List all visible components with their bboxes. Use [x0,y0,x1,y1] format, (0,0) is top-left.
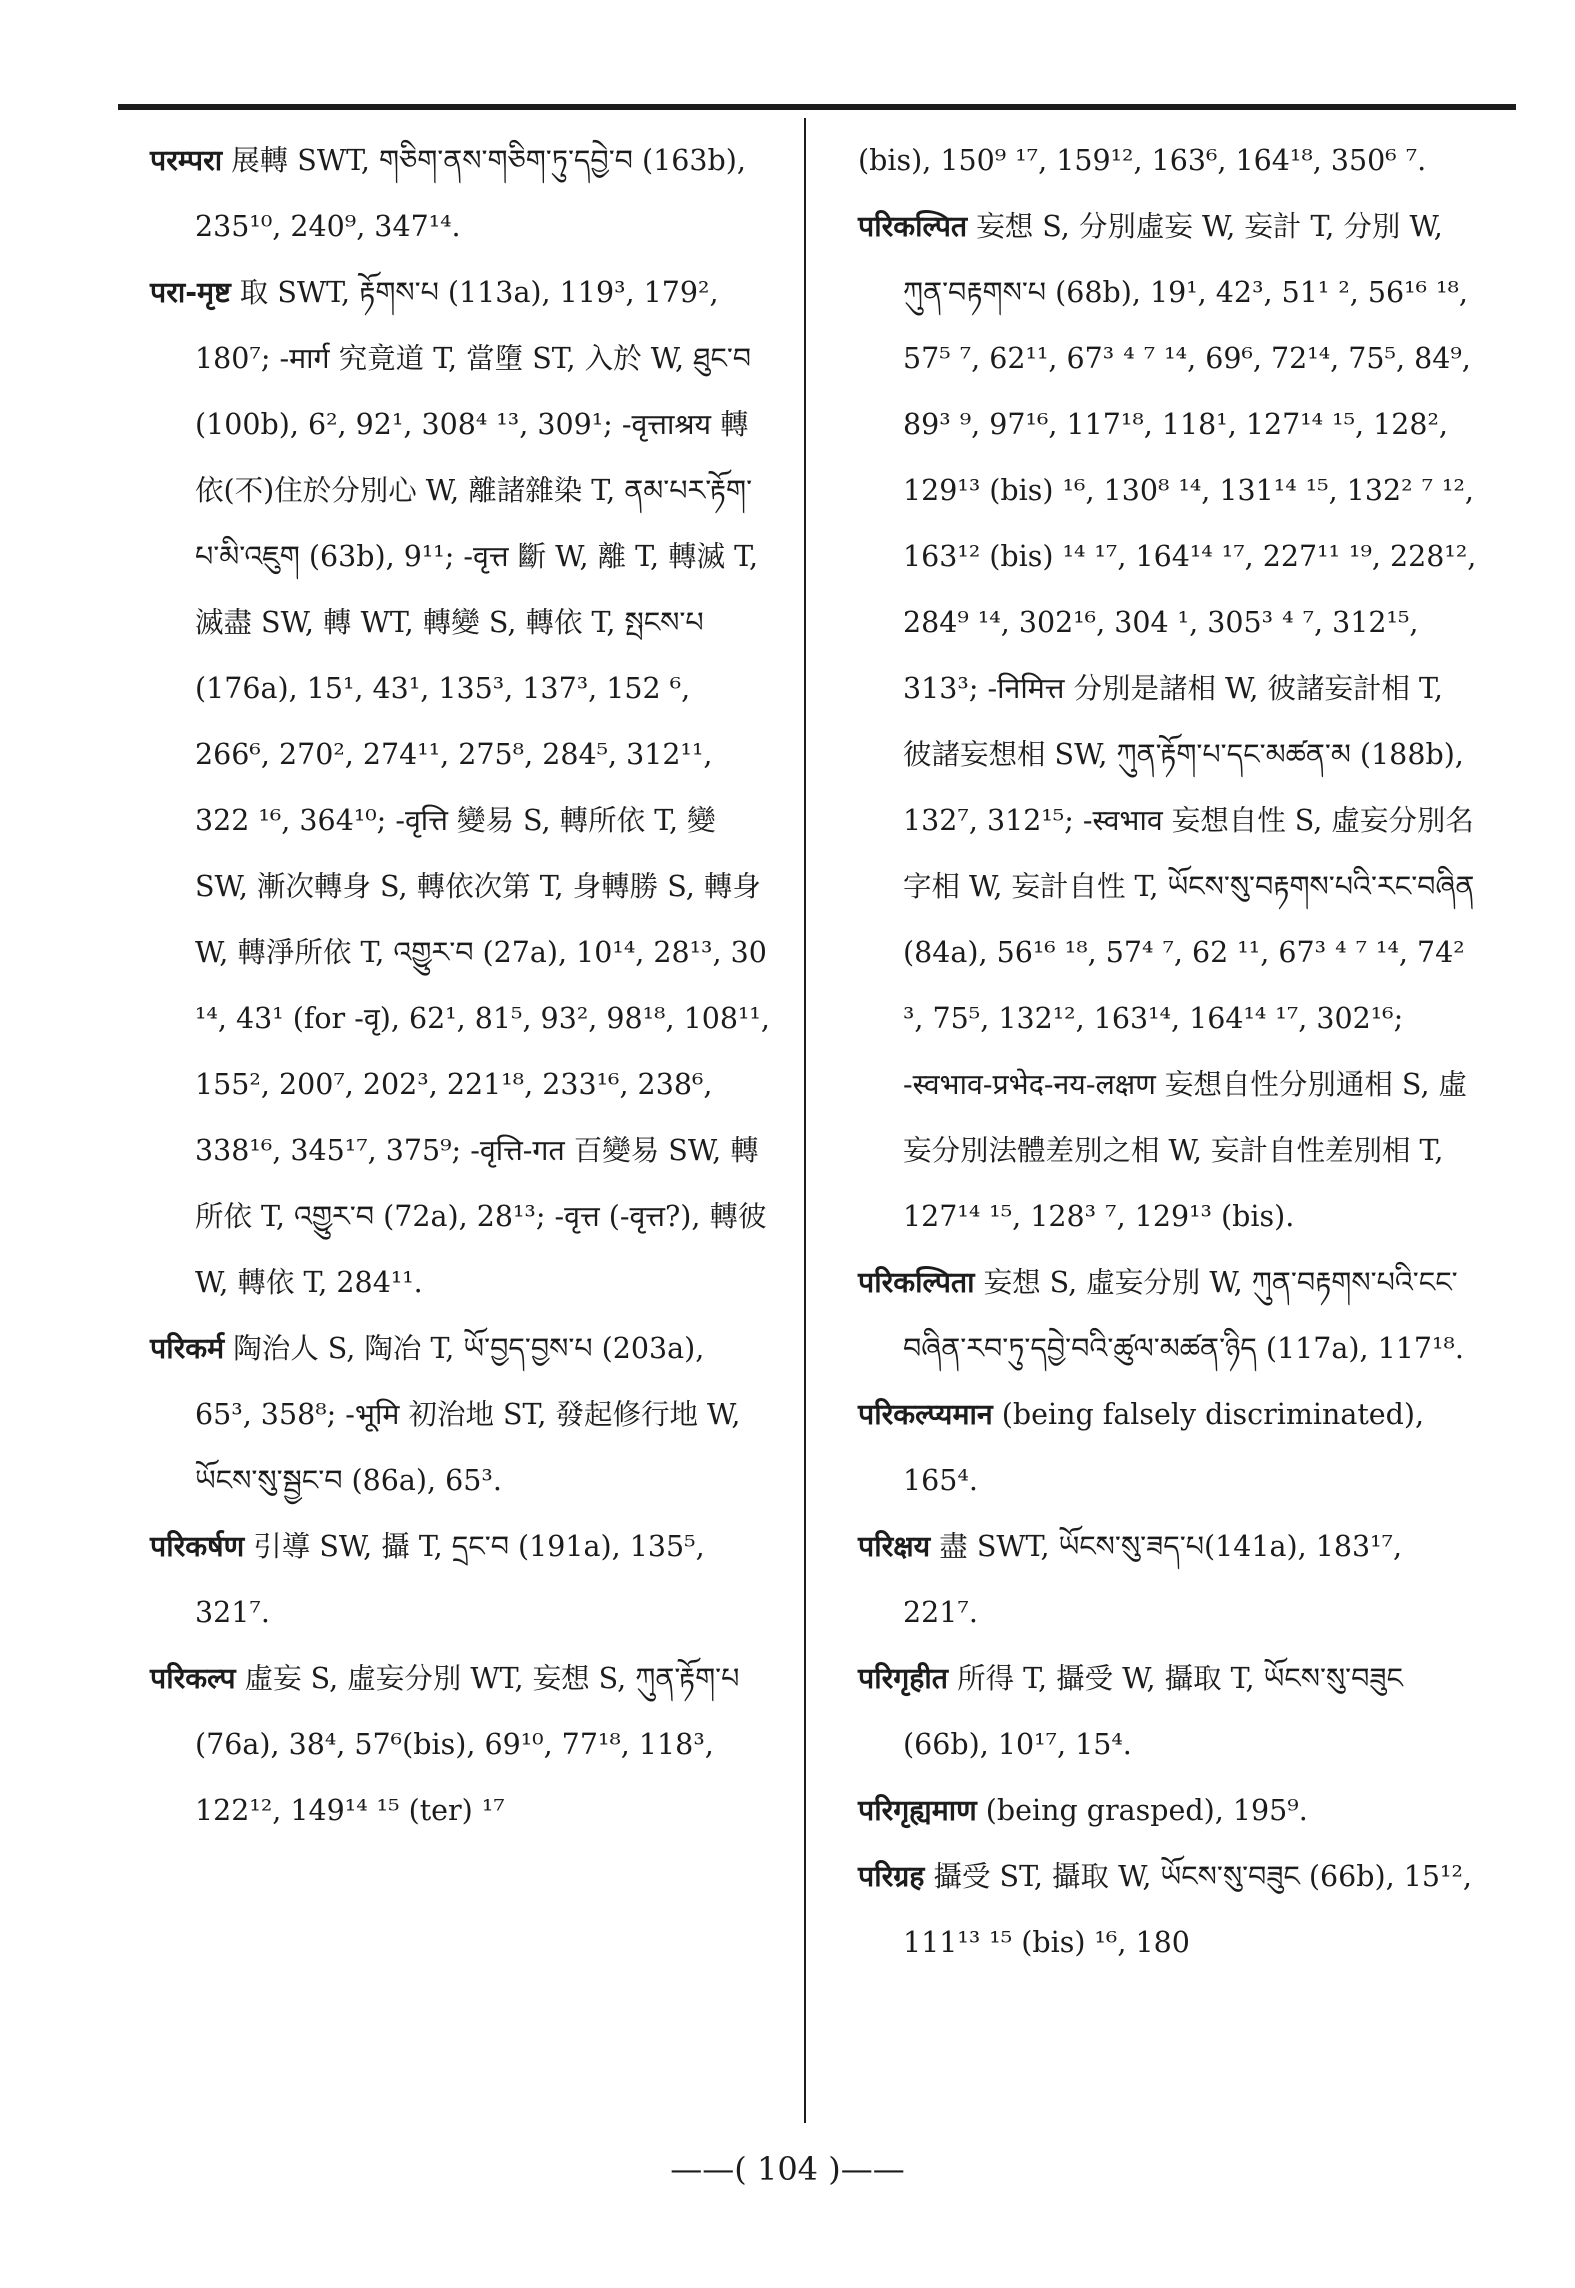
entry-headword: परिकल्पित [858,210,968,243]
entry-body: 陶治人 S, 陶冶 T, ཡོ་བྱད་བྱས་པ (203a), 65³, 358⁸; -भूमि 初治地 ST, 發起修行地 W, ཡོངས་སུ་སྦྱང་བ (86a), 65³. [195,1332,741,1497]
top-rule [118,104,1516,110]
column-divider [804,118,806,2123]
dictionary-entry [858,1844,1478,1976]
entry-body: (being falsely discriminated), 165⁴. [903,1398,1425,1497]
entry-body: 虛妄 S, 虛妄分別 WT, 妄想 S, ཀུན་རྟོག་པ (76a), 38⁴, 57⁶(bis), 69¹⁰, 77¹⁸, 118³, 122¹², 149¹⁴ ¹⁵ (ter) ¹⁷ [195,1662,740,1827]
entry-body: 攝受 ST, 攝取 W, ཡོངས་སུ་བཟུང (66b), 15¹², 111¹³ ¹⁵ (bis) ¹⁶, 180 [903,1860,1472,1959]
dictionary-entry [150,1316,770,1514]
entry-headword: परम्परा [150,144,223,177]
dictionary-entry [150,128,770,260]
entry-body: 盡 SWT, ཡོངས་སུ་ཟད་པ(141a), 183¹⁷, 221⁷. [903,1530,1403,1629]
dictionary-entry-continued [858,128,1478,194]
entry-headword: परिकल्प्यमान [858,1398,993,1431]
entry-body: 引導 SW, 攝 T, དྲང་བ (191a), 135⁵, 321⁷. [195,1530,705,1629]
entry-headword: परिगृह्यमाण [858,1794,977,1827]
entry-body: 展轉 SWT, གཅིག་ནས་གཅིག་ཏུ་དབྱེ་བ (163b), 235¹⁰, 240⁹, 347¹⁴. [195,144,746,243]
entry-body: 所得 T, 攝受 W, 攝取 T, ཡོངས་སུ་བཟུང (66b), 10¹⁷, 15⁴. [903,1662,1403,1761]
entry-headword: परिगृहीत [858,1662,949,1695]
entry-headword: परिकर्षण [150,1530,245,1563]
dictionary-entry [858,1514,1478,1646]
entry-headword: परिकल्पिता [858,1266,975,1299]
entry-body: 妄想 S, 分別虛妄 W, 妄計 T, 分別 W, ཀུན་བརྟགས་པ (68b), 19¹, 42³, 51¹ ², 56¹⁶ ¹⁸, 57⁵ ⁷, 62¹¹, 67³ ⁴ ⁷ ¹⁴, 69⁶, 72¹⁴, 75⁵, 84⁹, 89³ ⁹, 97¹⁶, 117¹⁸, 118¹, 127¹⁴ ¹⁵, 128², 129¹³ (bis) ¹⁶, 130⁸ ¹⁴, 131¹⁴ ¹⁵, 132² ⁷ ¹², 163¹² (bis) ¹⁴ ¹⁷, 164¹⁴ ¹⁷, 227¹¹ ¹⁹, 228¹², 284⁹ ¹⁴, 302¹⁶, 304 ¹, 305³ ⁴ ⁷, 312¹⁵, 313³; -निमित्त 分別是諸相 W, 彼諸妄計相 T, 彼諸妄想相 SW, ཀུན་རྟོག་པ་དང་མཚན་མ (188b), 132⁷, 312¹⁵; -स्वभाव 妄想自性 S, 虛妄分別名字相 W, 妄計自性 T, ཡོངས་སུ་བརྟགས་པའི་རང་བཞིན (84a), 56¹⁶ ¹⁸, 57⁴ ⁷, 62 ¹¹, 67³ ⁴ ⁷ ¹⁴, 74² ³, 75⁵, 132¹², 163¹⁴, 164¹⁴ ¹⁷, 302¹⁶; -स्वभाव-प्रभेद-नय-लक्षण 妄想自性分別通相 S, 虛妄分別法體差別之相 W, 妄計自性差別相 T, 127¹⁴ ¹⁵, 128³ ⁷, 129¹³ (bis). [903,210,1477,1233]
entry-body: (being grasped), 195⁹. [976,1794,1308,1827]
dictionary-entry [150,260,770,1316]
entry-body: 取 SWT, རྟོགས་པ (113a), 119³, 179², 180⁷; -मार्ग 究竟道 T, 當墮 ST, 入於 W, ཐུང་བ (100b), 6², 92¹, 308⁴ ¹³, 309¹; -वृत्ताश्रय 轉依(不)住於分別心 W, 離諸雜染 T, ནམ་པར་རྟོག་པ་མི་འཇུག (63b), 9¹¹; -वृत्त 斷 W, 離 T, 轉滅 T, 滅盡 SW, 轉 WT, 轉變 S, 轉依 T, སྤངས་པ (176a), 15¹, 43¹, 135³, 137³, 152 ⁶, 266⁶, 270², 274¹¹, 275⁸, 284⁵, 312¹¹, 322 ¹⁶, 364¹⁰; -वृत्ति 變易 S, 轉所依 T, 變 SW, 漸次轉身 S, 轉依次第 T, 身轉勝 S, 轉身 W, 轉淨所依 T, འགྱུར་བ (27a), 10¹⁴, 28¹³, 30 ¹⁴, 43¹ (for -वृ), 62¹, 81⁵, 93², 98¹⁸, 108¹¹, 155², 200⁷, 202³, 221¹⁸, 233¹⁶, 238⁶, 338¹⁶, 345¹⁷, 375⁹; -वृत्ति-गत 百變易 SW, 轉所依 T, འགྱུར་བ (72a), 28¹³; -वृत्त (-वृत्त?), 轉彼 W, 轉依 T, 284¹¹. [195,276,770,1299]
dictionary-entry [858,1250,1478,1382]
dictionary-entry [858,1382,1478,1514]
entry-headword: परिक्षय [858,1530,931,1563]
right-column [858,128,1478,1976]
entry-body: (bis), 150⁹ ¹⁷, 159¹², 163⁶, 164¹⁸, 350⁶ ⁷. [858,144,1427,177]
entry-headword: परिकर्म [150,1332,225,1365]
entry-headword: परिकल्प [150,1662,236,1695]
entry-headword: परिग्रह [858,1860,925,1893]
dictionary-entry [150,1646,770,1844]
dictionary-entry [858,1646,1478,1778]
left-column [150,128,770,1844]
dictionary-entry [150,1514,770,1646]
dictionary-entry [858,194,1478,1250]
entry-headword: परा-मृष्ट [150,276,231,309]
page-number: ——( 104 )—— [670,2150,905,2188]
entry-body: 妄想 S, 虛妄分別 W, ཀུན་བརྟགས་པའི་ངང་བཞིན་རབ་ཏུ་དབྱེ་བའི་ཚུལ་མཚན་ཉིད (117a), 117¹⁸. [903,1266,1464,1365]
dictionary-entry [858,1778,1478,1844]
